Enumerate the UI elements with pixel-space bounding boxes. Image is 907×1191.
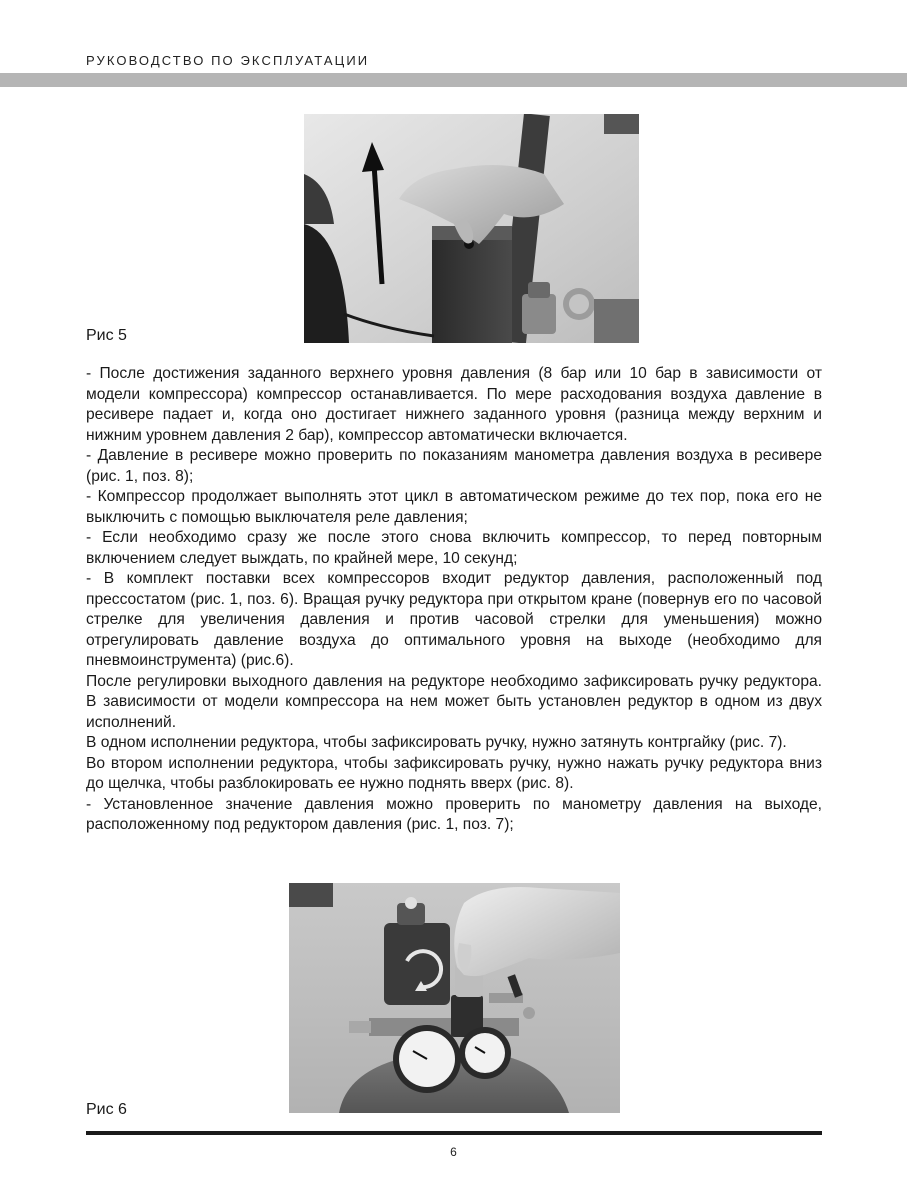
paragraph: - Компрессор продолжает выполнять этот цикл в автоматическом режиме до тех пор, пока его не выключить с помощью выключателя реле давления;	[86, 488, 822, 526]
figure-5-caption: Рис 5	[86, 327, 127, 344]
paragraph: - В комплект поставки всех компрессоров входит редуктор давления, расположенный под прессостатом (рис. 1, поз. 6). Вращая ручку редуктора при открытом кране (повернув его по часовой стрелке для увеличения давления и против часовой стрелки для уменьшения) можно отрегулировать давление воздуха до оптимального уровня на выходе (необходимо для пневмоинструмента) (рис.6).	[86, 570, 822, 669]
paragraph: - Установленное значение давления можно проверить по манометру давления на выходе, расположенному под редуктором давления (рис. 1, поз. 7);	[86, 795, 822, 833]
running-header: РУКОВОДСТВО ПО ЭКСПЛУАТАЦИИ	[86, 53, 370, 68]
paragraph: - Давление в ресивере можно проверить по показаниям манометра давления воздуха в ресивере (рис. 1, поз. 8);	[86, 447, 822, 485]
header-bar	[0, 73, 907, 87]
footer-rule	[86, 1131, 822, 1135]
paragraph: Во втором исполнении редуктора, чтобы зафиксировать ручку, нужно нажать ручку редуктора вниз до щелчка, чтобы разблокировать ее нужно поднять вверх (рис. 8).	[86, 754, 822, 792]
paragraph: После регулировки выходного давления на редукторе необходимо зафиксировать ручку редуктора. В зависимости от модели компрессора на нем может быть установлен редуктор в одном из двух исполнений.	[86, 672, 822, 731]
instructions-text	[86, 364, 822, 836]
figure-6-caption: Рис 6	[86, 1101, 127, 1118]
figure-6-photo	[289, 883, 620, 1113]
paragraph: - Если необходимо сразу же после этого снова включить компрессор, то перед повторным включением следует выждать, по крайней мере, 10 секунд;	[86, 529, 822, 567]
paragraph: - После достижения заданного верхнего уровня давления (8 бар или 10 бар в зависимости от модели компрессора) компрессор останавливается. По мере расходования воздуха давление в ресивере падает и, когда оно достигает нижнего заданного уровня (разница между верхним и нижним уровнем давления 2 бар), компрессор автоматически включается.	[86, 365, 822, 444]
page-number: 6	[450, 1145, 457, 1159]
paragraph: В одном исполнении редуктора, чтобы зафиксировать ручку, нужно затянуть контргайку (рис. 7).	[86, 734, 787, 751]
figure-5-photo	[304, 114, 639, 343]
